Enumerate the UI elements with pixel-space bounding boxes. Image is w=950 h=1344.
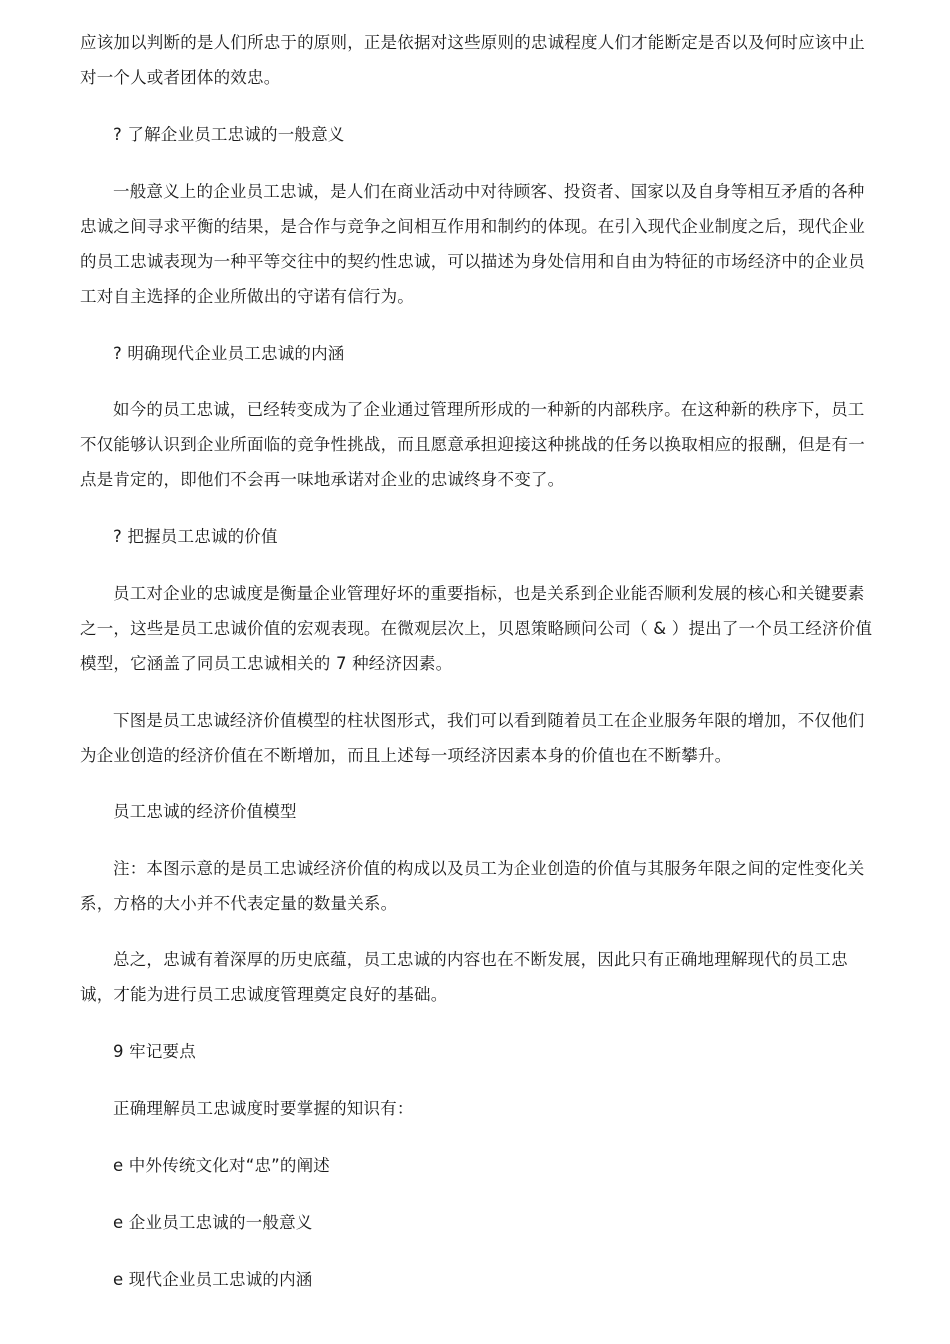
figure-caption: 员工忠诚的经济价值模型 (113, 802, 297, 821)
heading-general-meaning: ? 了解企业员工忠诚的一般意义 (113, 125, 345, 144)
list-item-traditional-culture: e 中外传统文化对“忠”的阐述 (113, 1156, 330, 1175)
paragraph-conclusion: 总之，忠诚有着深厚的历史底蕴，员工忠诚的内容也在不断发展，因此只有正确地理解现代的员工忠诚，才能为进行员工忠诚度管理奠定良好的基础。 (80, 950, 848, 1004)
paragraph-modern-connotation: 如今的员工忠诚，已经转变成为了企业通过管理所形成的一种新的内部秩序。在这种新的秩序下，员工不仅能够认识到企业所面临的竞争性挑战，而且愿意承担迎接这种挑战的任务以换取相应的报酬，但是有一点是肯定的，即他们不会再一味地承诺对企业的忠诚终身不变了。 (80, 400, 865, 489)
paragraph-general-meaning: 一般意义上的企业员工忠诚，是人们在商业活动中对待顾客、投资者、国家以及自身等相互矛盾的各种忠诚之间寻求平衡的结果，是合作与竞争之间相互作用和制约的体现。在引入现代企业制度之后，现代企业的员工忠诚表现为一种平等交往中的契约性忠诚，可以描述为身处信用和自由为特征的市场经济中的企业员工对自主选择的企业所做出的守诺有信行为。 (80, 182, 865, 306)
list-item-general-meaning: e 企业员工忠诚的一般意义 (113, 1213, 313, 1232)
heading-modern-connotation: ? 明确现代企业员工忠诚的内涵 (113, 344, 345, 363)
paragraph-key-points-intro: 正确理解员工忠诚度时要掌握的知识有： (113, 1099, 414, 1118)
paragraph-loyalty-value: 员工对企业的忠诚度是衡量企业管理好坏的重要指标，也是关系到企业能否顺利发展的核心和关键要素之一，这些是员工忠诚价值的宏观表现。在微观层次上，贝恩策略顾问公司（ & ）提出了一个员工经济价值模型，它涵盖了同员工忠诚相关的 7 种经济因素。 (80, 584, 873, 673)
figure-note: 注：本图示意的是员工忠诚经济价值的构成以及员工为企业创造的价值与其服务年限之间的定性变化关系，方格的大小并不代表定量的数量关系。 (80, 859, 865, 913)
heading-loyalty-value: ? 把握员工忠诚的价值 (113, 527, 278, 546)
list-item-modern-connotation: e 现代企业员工忠诚的内涵 (113, 1270, 313, 1289)
paragraph-loyalty-principles: 应该加以判断的是人们所忠于的原则，正是依据对这些原则的忠诚程度人们才能断定是否以及何时应该中止对一个人或者团体的效忠。 (80, 33, 865, 87)
paragraph-chart-description: 下图是员工忠诚经济价值模型的柱状图形式，我们可以看到随着员工在企业服务年限的增加，不仅他们为企业创造的经济价值在不断增加，而且上述每一项经济因素本身的价值也在不断攀升。 (80, 711, 865, 765)
heading-key-points: 9 牢记要点 (113, 1042, 196, 1061)
